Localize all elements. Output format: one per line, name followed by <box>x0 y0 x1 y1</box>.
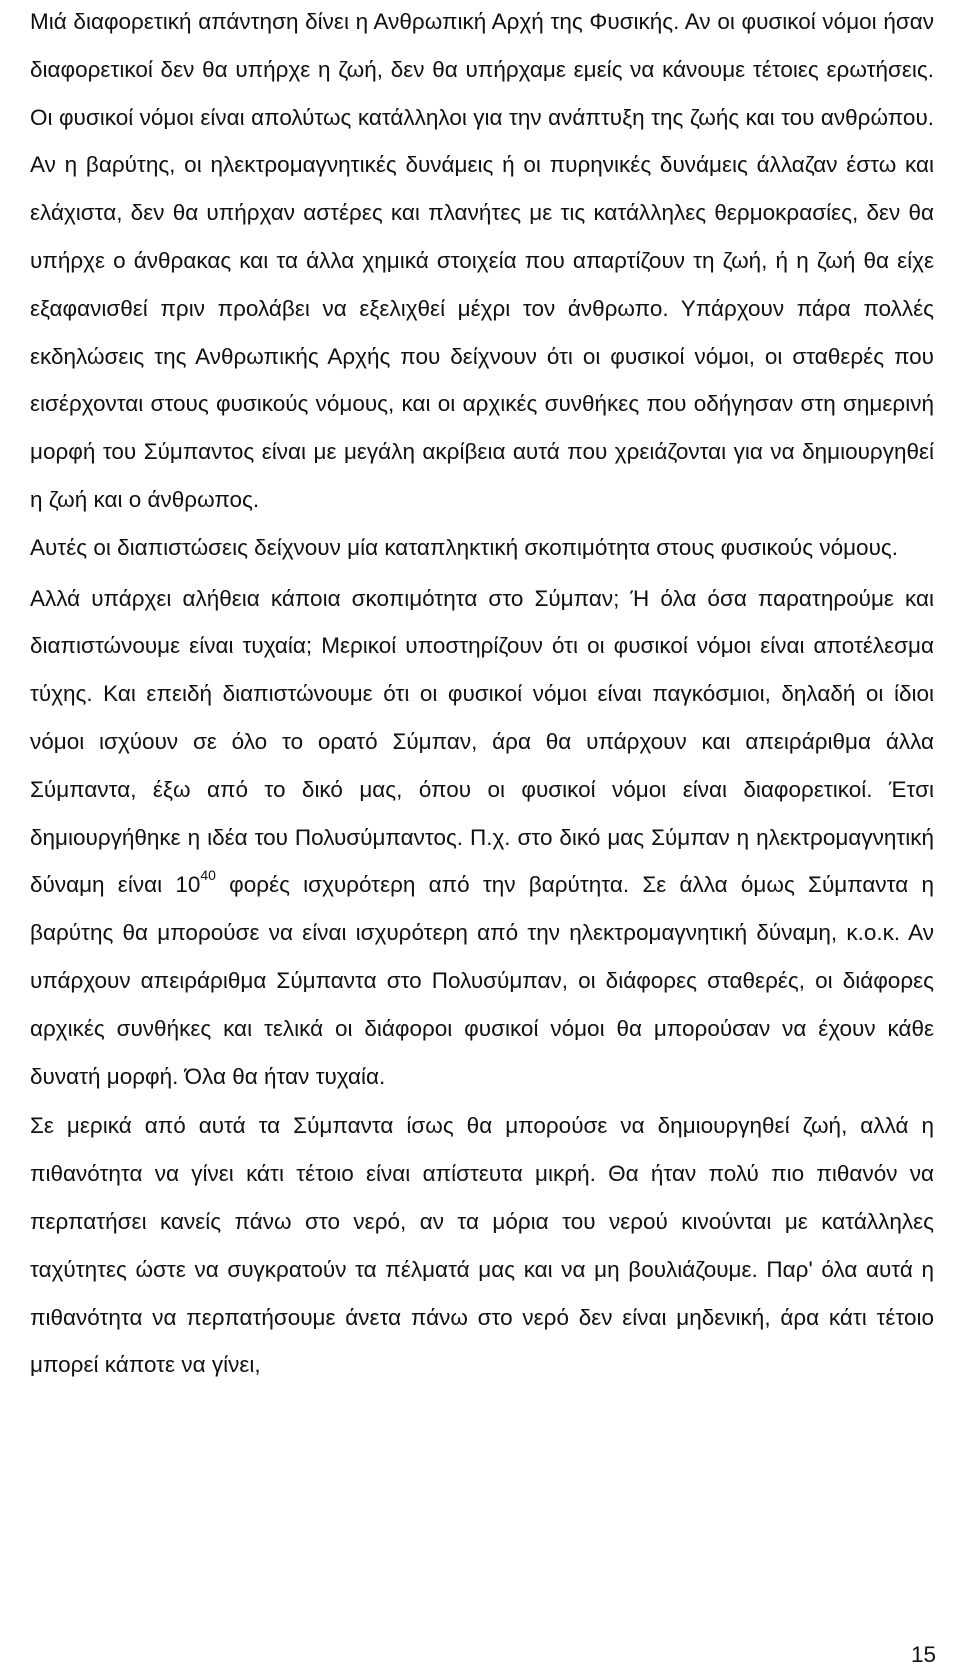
paragraph-probability <box>30 1102 934 1389</box>
paragraph-anthropic-principle <box>30 0 934 524</box>
paragraph-text: Σε μερικά από αυτά τα Σύμπαντα ίσως θα μπορούσε να δημιουργηθεί ζωή, αλλά η πιθανότητα να γίνει κάτι τέτοιο είναι απίστευτα μικρή. Θα ήταν πολύ πιο πιθανόν να περπατήσει κανείς πάνω στο νερό, αν τα μόρια του νερού κινούνται με κατάλληλες ταχύτητες ώστε να συγκρατούν τα πέλματά μας και να μη βουλιάζουμε. Παρ' όλα αυτά η πιθανότητα να περπατήσουμε άνετα πάνω στο νερό δεν είναι μηδενική, άρα κάτι τέτοιο μπορεί κάποτε να γίνει, <box>30 1113 934 1378</box>
document-page <box>30 0 934 1389</box>
paragraph-text-continued: φορές ισχυρότερη από την βαρύτητα. Σε άλλα όμως Σύμπαντα η βαρύτης θα μπορούσε να είναι ισχυρότερη από την ηλεκτρομαγνητική δύναμη, κ.ο.κ. Αν υπάρχουν απειράριθμα Σύμπαντα στο Πολυσύμπαν, οι διάφορες σταθερές, οι διάφορες αρχικές συνθήκες και τελικά οι διάφοροι φυσικοί νόμοι θα μπορούσαν να έχουν κάθε δυνατή μορφή. Όλα θα ήταν τυχαία. <box>30 872 934 1089</box>
exponent: 40 <box>200 866 216 883</box>
paragraph-text: Αυτές οι διαπιστώσεις δείχνουν μία καταπληκτική σκοπιμότητα στους φυσικούς νόμους. <box>30 534 898 560</box>
page-number: 15 <box>910 1642 936 1667</box>
paragraph-text: Αλλά υπάρχει αλήθεια κάποια σκοπιμότητα στο Σύμπαν; Ή όλα όσα παρατηρούμε και διαπιστώνουμε είναι τυχαία; Μερικοί υποστηρίζουν ότι οι φυσικοί νόμοι είναι αποτέλεσμα τύχης. Και επειδή διαπιστώνουμε ότι οι φυσικοί νόμοι είναι παγκόσμιοι, δηλαδή οι ίδιοι νόμοι ισχύουν σε όλο το ορατό Σύμπαν, άρα θα υπάρχουν και απειράριθμα άλλα Σύμπαντα, έξω από το δικό μας, όπου οι φυσικοί νόμοι είναι διαφορετικοί. Έτσι δημιουργήθηκε η ιδέα του Πολυσύμπαντος. Π.χ. στο δικό μας Σύμπαν η ηλεκτρομαγνητική δύναμη είναι 10 <box>30 585 934 898</box>
paragraph-multiverse <box>30 575 934 1101</box>
paragraph-text: Μιά διαφορετική απάντηση δίνει η Ανθρωπική Αρχή της Φυσικής. Αν οι φυσικοί νόμοι ήσαν διαφορετικοί δεν θα υπήρχε η ζωή, δεν θα υπήρχαμε εμείς να κάνουμε τέτοιες ερωτήσεις. Οι φυσικοί νόμοι είναι απολύτως κατάλληλοι για την ανάπτυξη της ζωής και του ανθρώπου. Αν η βαρύτης, οι ηλεκτρομαγνητικές δυνάμεις ή οι πυρηνικές δυνάμεις άλλαζαν έστω και ελάχιστα, δεν θα υπήρχαν αστέρες και πλανήτες με τις κατάλληλες θερμοκρασίες, δεν θα υπήρχε ο άνθρακας και τα άλλα χημικά στοιχεία που απαρτίζουν τη ζωή, ή η ζωή θα είχε εξαφανισθεί πριν προλάβει να εξελιχθεί μέχρι τον άνθρωπο. Υπάρχουν πάρα πολλές εκδηλώσεις της Ανθρωπικής Αρχής που δείχνουν ότι οι φυσικοί νόμοι, οι σταθερές που εισέρχονται στους φυσικούς νόμους, και οι αρχικές συνθήκες που οδήγησαν στη σημερινή μορφή του Σύμπαντος είναι με μεγάλη ακρίβεια αυτά που χρειάζονται για να δημιουργηθεί η ζωή και ο άνθρωπος. <box>30 9 934 512</box>
paragraph-purposefulness <box>30 524 934 572</box>
